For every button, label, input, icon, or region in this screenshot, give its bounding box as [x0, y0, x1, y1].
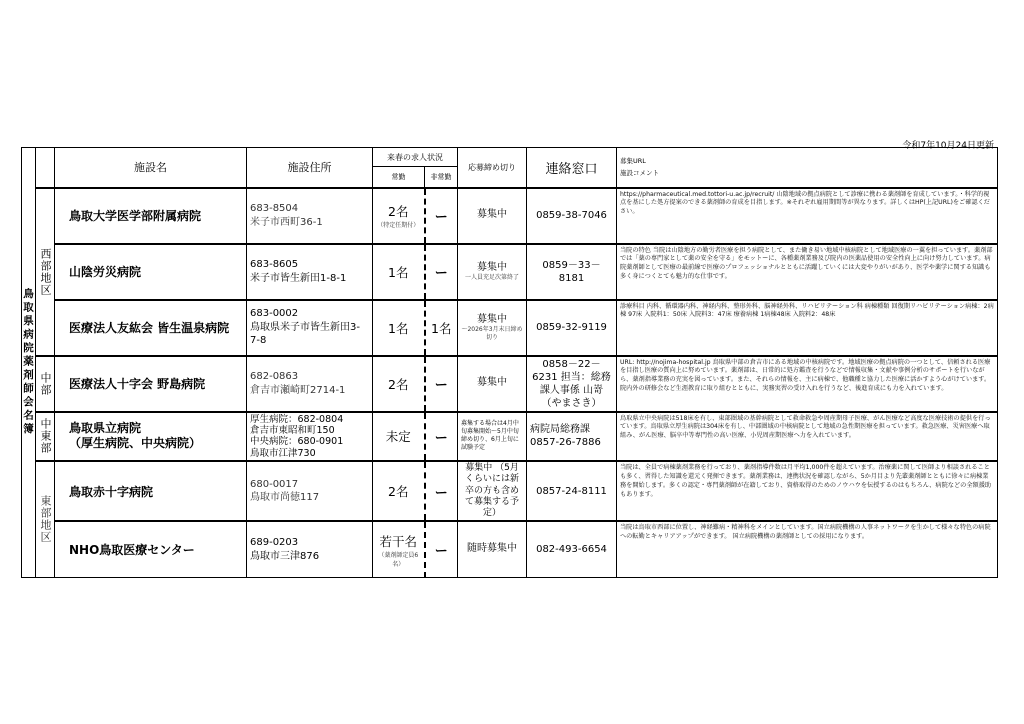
header-nonregular: 非常勤 [425, 167, 458, 188]
side-title: 鳥取県病院薬剤師会名簿 [22, 148, 36, 578]
regular-count: 1名 [373, 300, 425, 356]
facility-address: 鳥取県米子市皆生新田3-7-8 [250, 321, 360, 347]
facility-name: 鳥取大学医学部附属病院 [55, 188, 247, 244]
table-row [22, 300, 998, 356]
contact: 0858－22－6231 担当：総務課人事係 山嵜（やまさき） [527, 356, 617, 412]
regular-count: 1名 [373, 244, 425, 300]
address-line: 中央病院：680-0901 [250, 436, 344, 448]
deadline: 募集中 [458, 188, 527, 244]
facility-comment: https://pharmaceutical.med.tottori-u.ac.jp/recruit/ 山陰地域の拠点病院として診療に携わる薬剤師を育成しています。・科学的視点を基にした処方提案のできる薬剤師の育成を目指します。※それぞれ雇用期間等が異なります。詳しくはHP(上記URL)をご確認ください。 [617, 188, 998, 244]
facility-address: 鳥取市尚徳117 [250, 492, 320, 504]
pharmacist-roster-table [21, 147, 998, 578]
table-row [22, 461, 998, 521]
deadline: 募集する場合は4月中旬募集開始～5月中旬締め切り、6月上旬に試験予定 [458, 412, 527, 462]
header-note-url: 募集URL [620, 156, 646, 165]
header-deadline: 応募締め切り [458, 148, 527, 188]
facility-comment: URL: http://nojima-hospital.jp 鳥取県中部の倉吉市にある地域の中核病院です。地域医療の拠点病院の一つとして、信頼される医療を目指し医療の質向上に努めています。薬剤部は、日常的に処方鑑査を行うなどで情報収集・文献や事例分析のサポートを行いながら、薬剤指導業務の充実を図っています。また、それらの情報を、主に病棟で、他職種と協力した医療に活かすよう心がけています。院内外の研修会など生涯教育に取り組むとともに、実務実習の受け入れを行うなど、後進育成にも力を入れています。 [617, 356, 998, 412]
nonregular-count: ー [425, 461, 458, 521]
region-central: 中部 [36, 356, 55, 412]
deadline: 募集中 [458, 356, 527, 412]
facility-name: 医療法人友紘会 皆生温泉病院 [55, 300, 247, 356]
nonregular-count: ー [425, 412, 458, 462]
header-note-comment: 施設コメント [620, 169, 659, 178]
facility-comment: 当院は、全員で病棟薬剤業務を行っており、薬剤指導件数は月平均1,000件を超えています。治療薬に関して医師より相談されることも多く、習得した知識を還元く発揮できます。薬剤業務は、連携状況を確認しながら、5か月目より先輩薬剤師とともに徐々に病棟業務を開始します。多くの認定・専門薬剤師が在籍しており、資格取得のためのノウハウを伝授するのはもちろん、病院などの全額援助もあります。 [617, 461, 998, 521]
contact: 0859-38-7046 [527, 188, 617, 244]
facility-name: 鳥取県立病院 [69, 420, 142, 435]
address-line: 倉吉市東昭和町150 [250, 424, 335, 436]
facility-address: 鳥取市三津876 [250, 550, 320, 562]
contact: 0857-24-8111 [527, 461, 617, 521]
facility-address: 米子市西町36-1 [250, 216, 323, 228]
header-regular: 常勤 [373, 167, 425, 188]
regular-note: （薬剤師定員6名） [378, 551, 419, 568]
postal-code: 683-8504 [250, 203, 299, 214]
facility-name-sub: （厚生病院、中央病院） [69, 436, 202, 451]
region-central-east: 中東部 [36, 412, 55, 462]
facility-name: 医療法人十字会 野島病院 [55, 356, 247, 412]
deadline: 募集中 [477, 261, 507, 273]
nonregular-count: ー [425, 521, 458, 577]
deadline: 募集中 （5月くらいには新卒の方も含めて募集する予定） [458, 461, 527, 521]
table-row [22, 521, 998, 577]
postal-code: 680-0017 [250, 478, 299, 490]
facility-name: 鳥取赤十字病院 [55, 461, 247, 521]
regular-count: 若干名 [379, 533, 417, 549]
facility-name: 山陰労災病院 [55, 244, 247, 300]
postal-code: 682-0863 [250, 371, 299, 382]
regular-count: 2名 [373, 356, 425, 412]
facility-name: NHO鳥取医療センター [55, 521, 247, 577]
nonregular-count: ー [425, 188, 458, 244]
facility-comment: 当院の特色 当院は山陰地方の勤労者医療を担う病院として、また働き易い地域中核病院として地域医療の一翼を担っています。薬剤部では「薬の専門家として薬の安全を守る」をモットーに、各種薬剤業務及び院内の医薬品使用の安全性向上に向け努力しています。病院薬剤師として医療の最前線で医療のプロフェッショナルとともに活躍していくには大変やりがいがあり、医学や薬学に関する知識も多く身につくとても魅力的な仕事です。 [617, 244, 998, 300]
table-row [22, 244, 998, 300]
facility-comment: 鳥取県立中央病院は518床を有し、東部圏域の基幹病院として救命救急や周産期母子医療、がん医療など高度な医療技術の提供を行っています。鳥取県立厚生病院は304床を有し、中部圏域の中核病院として地域の急性期医療を担っています。救急医療、災害医療へ取組み、がん医療、脳卒中等専門性の高い医療、小児周産期医療へ力を入れています。 [617, 412, 998, 462]
header-contact: 連絡窓口 [527, 148, 617, 188]
region-east: 東部地区 [36, 461, 55, 577]
facility-address: 米子市皆生新田1-8-1 [250, 272, 347, 284]
address-line: 厚生病院：682-0804 [250, 413, 344, 425]
contact: 0859－33－8181 [527, 244, 617, 300]
contact: 082-493-6654 [527, 521, 617, 577]
updated-date: 令和7年10月24日更新 [902, 141, 994, 151]
contact: 0859-32-9119 [527, 300, 617, 356]
deadline: 募集中 [477, 313, 507, 325]
header-facility: 施設名 [55, 148, 247, 188]
nonregular-count: ー [425, 244, 458, 300]
nonregular-count: 1名 [425, 300, 458, 356]
facility-comment: 当院は鳥取市西部に位置し、神経難病・精神科をメインとしています。国立病院機構の人事ネットワークを生かして様々な特色の病院への転勤とキャリアアップができます。 国立病院機構の薬剤師としての採用になります。 [617, 521, 998, 577]
table-row [22, 188, 998, 244]
postal-code: 683-0002 [250, 308, 299, 320]
regular-count: 2名 [373, 461, 425, 521]
table-row [22, 356, 998, 412]
header-row [22, 148, 998, 167]
address-line: 鳥取市江津730 [250, 447, 316, 459]
region-west: 西部地区 [36, 188, 55, 356]
regular-note: （特定任期付） [377, 222, 420, 229]
regular-count: 2名 [388, 204, 409, 219]
facility-comment: 診療科目 内科、循環器内科、神経内科、整形外科、脳神経外科、リハビリテーション科 病棟種類 回復期リハビリテーション病棟：2病棟 97床 入院料1：50床 入院料3：47床 療養病棟 1病棟48床 入院料2：48床 [617, 300, 998, 356]
postal-code: 689-0203 [250, 537, 299, 549]
header-address: 施設住所 [247, 148, 373, 188]
deadline-note: 一人員充足次第終了 [464, 274, 519, 281]
postal-code: 683-8605 [250, 259, 299, 270]
facility-address: 倉吉市瀬崎町2714-1 [250, 384, 346, 396]
deadline: 随時募集中 [458, 521, 527, 577]
contact: 病院局総務課 0857-26-7886 [527, 412, 617, 462]
regular-count: 未定 [373, 412, 425, 462]
header-recruit: 来春の求人状況 [373, 148, 458, 167]
nonregular-count: ー [425, 356, 458, 412]
deadline-note: ～2026年3月末日締め切り [461, 326, 523, 341]
table-row [22, 412, 998, 462]
